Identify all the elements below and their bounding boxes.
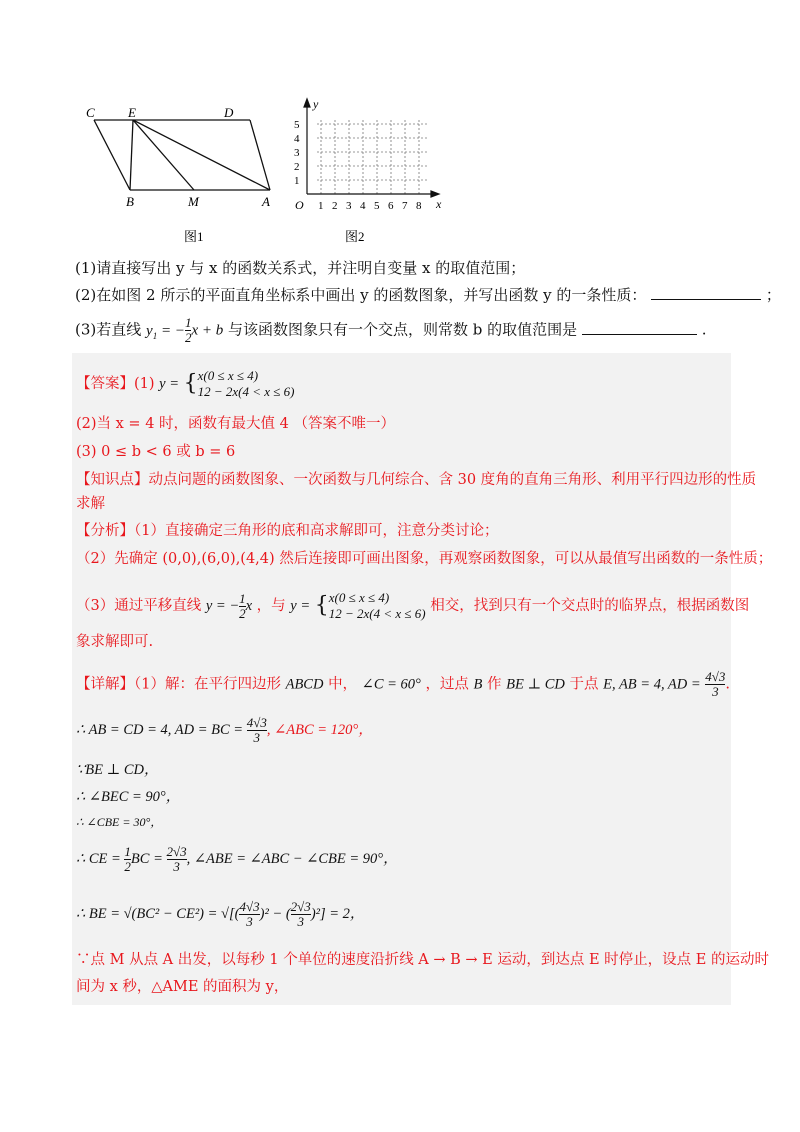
detail-line-3: ∵BE ⊥ CD， <box>76 762 159 778</box>
y-tick-5: 5 <box>294 119 300 131</box>
question-3-text: 与该函数图象只有一个交点，则常数 b 的取值范围是 <box>228 320 578 339</box>
x-tick-6: 6 <box>388 200 394 212</box>
detail-line-1: 【详解】（1）解：在平行四边形 ABCD 中， ∠C = 60° ，过点 B 作 BE ⊥ CD 于点 E, AB = 4, AD = $\frac{4√3}{3}$ . <box>76 669 731 699</box>
knowledge-line-1: 【知识点】动点问题的函数图象、一次函数与几何综合、含 30 度角的直角三角形、利用平行四边形的性质 <box>76 472 757 488</box>
analysis-line-4: 象求解即可. <box>76 634 154 650</box>
detail-line-5: ∴ ∠CBE = 30°， <box>76 815 163 829</box>
question-3-end: . <box>701 320 707 339</box>
x-tick-3: 3 <box>346 200 352 212</box>
y-axis-label: y <box>313 97 319 111</box>
detail-line-7: ∴ BE = √(BC² − CE²) = √[( $\frac{4√3}{3}$ )² − ( $\frac{2√3}{3}$ )²] = 2， <box>76 899 365 929</box>
y-tick-2: 2 <box>294 161 300 173</box>
figure-1-parallelogram <box>80 100 290 250</box>
point-label-b: B <box>126 194 134 209</box>
question-3: (3)若直线 $y_1$ = − $\frac{1}{2}$ x + b 与该函数图象只有一个交点，则常数 b 的取值范围是 . <box>75 315 707 345</box>
knowledge-tag: 【知识点】 <box>76 472 149 488</box>
x-axis-label: x <box>436 197 442 211</box>
figure-2-coordinate-grid <box>285 92 450 252</box>
analysis-line-1: 【分析】（1）直接确定三角形的底和高求解即可，注意分类讨论； <box>76 523 499 539</box>
piecewise-case-2: 12 − 2x(4 < x ≤ 6) <box>197 384 295 399</box>
x-tick-7: 7 <box>402 200 408 212</box>
point-label-c: C <box>86 105 95 120</box>
figure-2-caption: 图2 <box>345 229 365 244</box>
x-tick-2: 2 <box>332 200 338 212</box>
y-tick-1: 1 <box>294 175 300 187</box>
question-3-lead: (3)若直线 <box>75 320 142 339</box>
y-tick-3: 3 <box>294 147 300 159</box>
knowledge-line-2: 求解 <box>76 496 105 512</box>
x-tick-5: 5 <box>374 200 380 212</box>
question-2-text: (2)在如图 2 所示的平面直角坐标系中画出 y 的函数图象，并写出函数 y 的一条性质： <box>75 286 647 304</box>
detail-tag: 【详解】 <box>76 676 134 693</box>
point-label-m: M <box>188 194 199 209</box>
detail-line-2: ∴ AB = CD = 4, AD = BC = $\frac{4√3}{3}$ , ∠ABC = 120°， <box>76 715 373 745</box>
point-label-d: D <box>224 105 234 120</box>
analysis-tag: 【分析】 <box>76 523 134 539</box>
x-tick-8: 8 <box>416 200 422 212</box>
answer-tag: 【答案】 <box>76 376 134 392</box>
x-tick-4: 4 <box>360 200 366 212</box>
detail-line-6: ∴ CE = $\frac{1}{2}$ BC = $\frac{2√3}{3}$ , ∠ABE = ∠ABC − ∠CBE = 90°， <box>76 844 398 874</box>
answer-blank-3 <box>582 320 697 335</box>
answer-line-3: (3) 0 ≤ b < 6 或 b = 6 <box>76 444 236 460</box>
origin-label: O <box>295 198 304 212</box>
analysis-line-2: （2）先确定 (0,0),(6,0),(4,4) 然后连接即可画出图象，再观察函数图象，可以从最值写出函数的一条性质； <box>76 551 773 567</box>
answer-line-2: (2)当 x = 4 时，函数有最大值 4 （答案不唯一） <box>76 416 395 432</box>
detail-line-9: 间为 x 秒，△AME 的面积为 y， <box>76 979 289 995</box>
question-2 <box>75 285 781 305</box>
figure-1-caption: 图1 <box>184 229 204 244</box>
answer-line-1: 【答案】(1) y = { x(0 ≤ x ≤ 4) 12 − 2x(4 < x ≤ 6) <box>76 368 295 399</box>
fraction-half: $\frac{1}{2}$ <box>184 315 192 345</box>
x-tick-1: 1 <box>318 200 324 212</box>
analysis-line-3: （3）通过平移直线 y = − $\frac{1}{2}$ x ，与 y = { x(0 ≤ x ≤ 4) 12 − 2x(4 < x ≤ 6) 相交，找到只有一个交点时的临界点，根据函数图 <box>76 590 750 621</box>
y-tick-4: 4 <box>294 133 300 145</box>
detail-line-4: ∴ ∠BEC = 90°， <box>76 789 181 805</box>
answer-blank-2 <box>651 285 761 300</box>
detail-line-8: ∵点 M 从点 A 出发，以每秒 1 个单位的速度沿折线 A → B → E 运动，到达点 E 时停止，设点 E 的运动时 <box>76 952 769 968</box>
question-1: (1)请直接写出 y 与 x 的函数关系式，并注明自变量 x 的取值范围； <box>75 259 526 277</box>
piecewise-case-1: x(0 ≤ x ≤ 4) <box>197 368 259 383</box>
question-2-end: ； <box>765 286 781 304</box>
line-formula: $y_1$ = − <box>146 322 185 341</box>
point-label-a: A <box>262 194 270 209</box>
point-label-e: E <box>128 105 136 120</box>
